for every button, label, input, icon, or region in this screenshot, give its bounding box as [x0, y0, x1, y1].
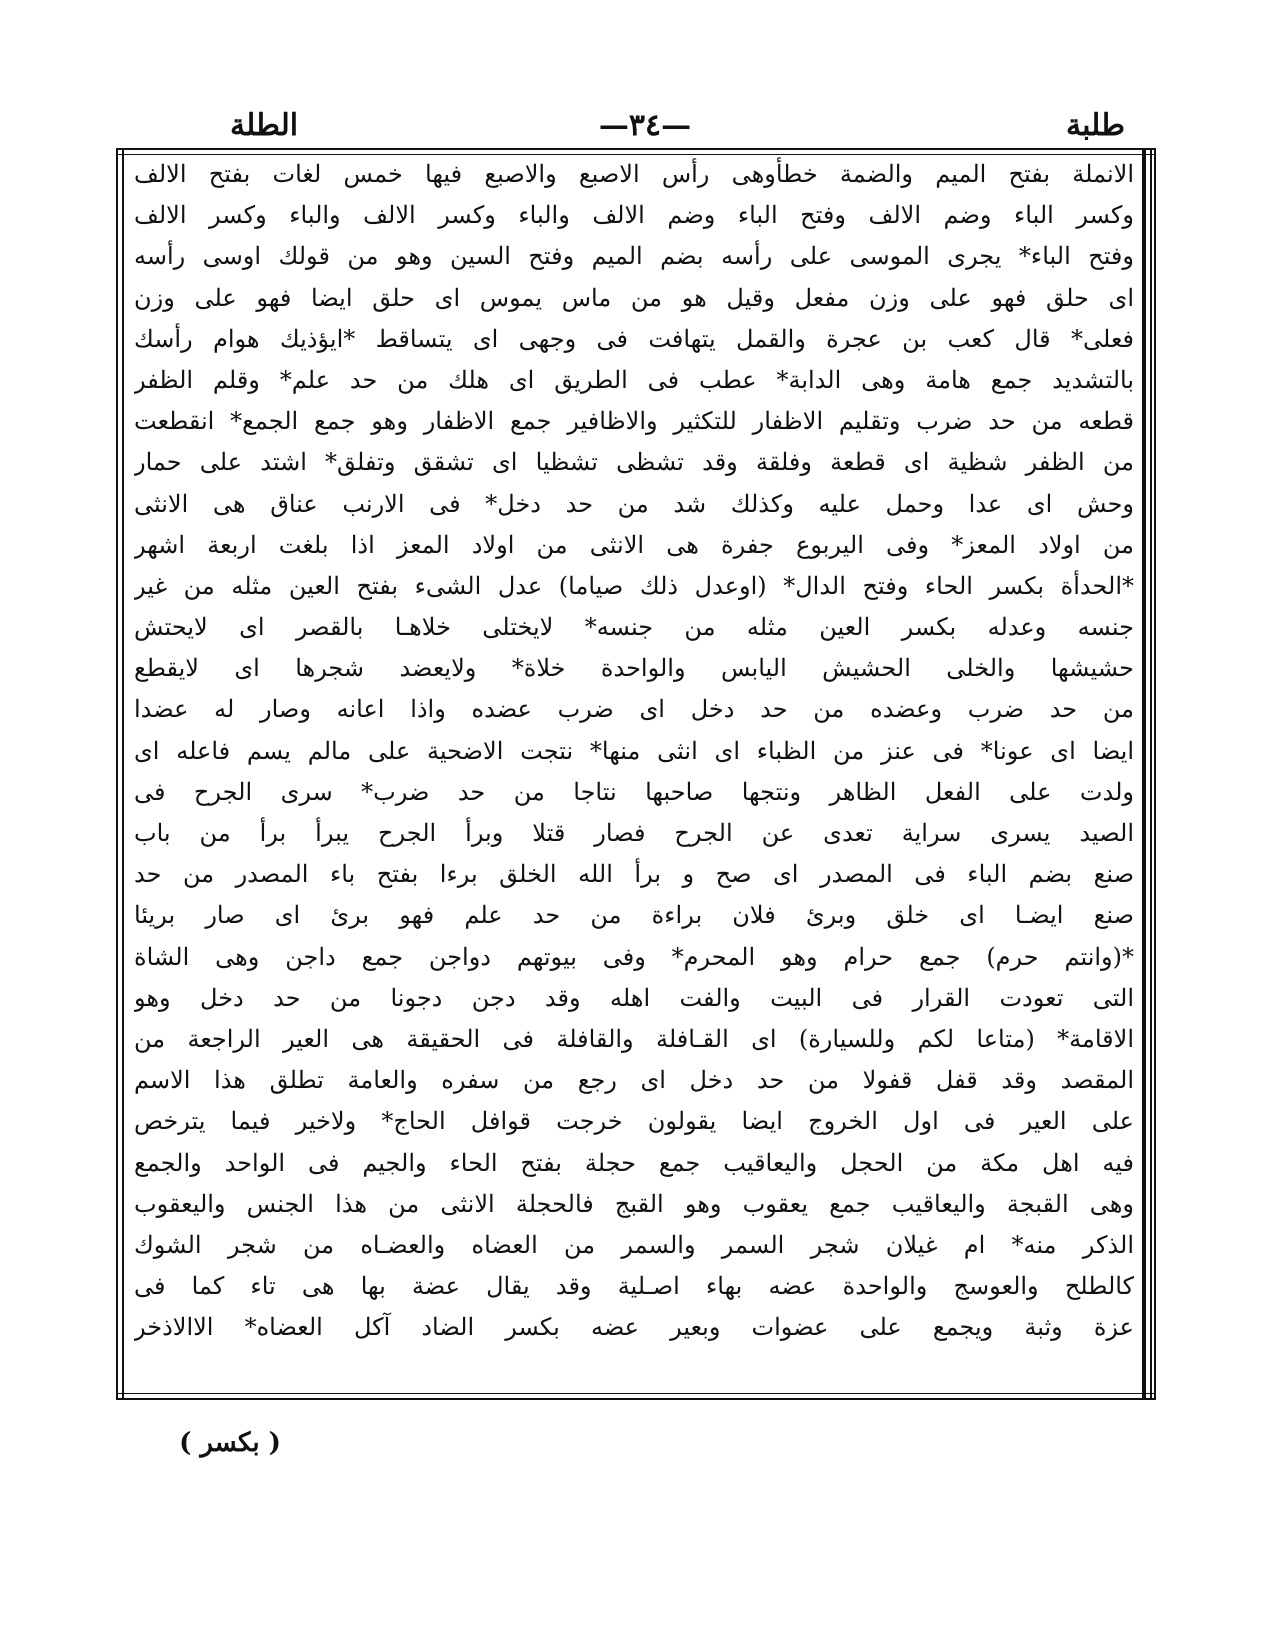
- text-line: الاقامة* (متاعا لكم وللسيارة) اى القـافلة والقافلة فى الحقيقة هى العير الراجعة من: [134, 1024, 1134, 1053]
- text-line: فيه اهل مكة من الحجل واليعاقيب جمع حجلة بفتح الحاء والجيم فى الواحد والجمع: [134, 1148, 1134, 1177]
- page-number: —٣٤—: [598, 108, 692, 143]
- header-title-left: الطلة: [230, 108, 299, 143]
- text-line: التى تعودت القرار فى البيت والفت اهله وقد دجن دجونا من حد دخل وهو: [134, 983, 1134, 1012]
- text-line: وحش اى عدا وحمل عليه وكذلك شد من حد دخل* فى الارنب عناق هى الانثى: [134, 489, 1134, 518]
- text-line: فعلى* قال كعب بن عجرة والقمل يتهافت فى وجهى اى يتساقط *ايؤذيك هوام رأسك: [134, 324, 1134, 353]
- text-line: عزة وثبة ويجمع على عضوات وبعير عضه بكسر الضاد آكل العضاه* الاالاذخر: [134, 1313, 1134, 1342]
- frame-rule-left: [122, 150, 124, 1398]
- catchword: ( بكسر ): [179, 1428, 281, 1458]
- text-line: بالتشديد جمع هامة وهى الدابة* عطب فى الطريق اى هلك من حد علم* وقلم الظفر: [134, 365, 1134, 394]
- text-line: اى حلق فهو على وزن مفعل وقيل هو من ماس يموس اى حلق ايضا فهو على وزن: [134, 283, 1134, 312]
- text-line: ايضا اى عونا* فى عنز من الظباء اى انثى منها* نتجت الاضحية على مالم يسم فاعله اى: [134, 736, 1134, 765]
- header-title-right: طلبة: [1066, 108, 1125, 143]
- text-line: قطعه من حد ضرب وتقليم الاظفار للتكثير والاظافير جمع الاظفار وهو جمع الجمع* انقطعت: [134, 407, 1134, 436]
- text-line: الذكر منه* ام غيلان شجر السمر والسمر من العضاه والعضـاه من شجر الشوك: [134, 1230, 1134, 1259]
- text-line: على العير فى اول الخروج ايضا يقولون خرجت قوافل الحاج* ولاخير فيما يترخص: [134, 1107, 1134, 1136]
- text-line: وهى القبجة واليعاقيب جمع يعقوب وهو القبج فالحجلة الانثى من هذا الجنس واليعقوب: [134, 1189, 1134, 1218]
- text-line: الصيد يسرى سراية تعدى عن الجرح فصار قتلا وبرأ الجرح يبرأ برأ من باب: [134, 819, 1134, 847]
- text-line: صنع ايضـا اى خلق وبرئ فلان براءة من حد علم فهو برئ اى صار بريئا: [134, 901, 1134, 930]
- text-line: وفتح الباء* يجرى الموسى على رأسه بضم الميم وفتح السين وهو من قولك اوسى رأسه: [134, 242, 1134, 271]
- text-line: المقصد وقد قفل قفولا من حد دخل اى رجع من سفره والعامة تطلق هذا الاسم: [134, 1066, 1134, 1095]
- body-text: [134, 154, 1134, 1394]
- text-line: *الحدأة بكسر الحاء وفتح الدال* (اوعدل ذلك صياما) عدل الشىء بفتح العين مثله من غير: [134, 571, 1134, 600]
- frame-rule-right: [1142, 150, 1146, 1398]
- text-line: حشيشها والخلى الحشيش اليابس والواحدة خلاة* ولايعضد شجرها اى لايقطع: [134, 654, 1134, 683]
- text-line: من الظفر شظية اى قطعة وفلقة وقد تشظى تشظيا اى تشقق وتفلق* اشتد على حمار: [134, 448, 1134, 477]
- text-line: وكسر الباء وضم الالف وفتح الباء وضم الالف والباء وكسر الالف والباء وكسر الالف: [134, 201, 1134, 230]
- page-header: [150, 100, 1140, 150]
- text-line: *(وانتم حرم) جمع حرام وهو المحرم* وفى بيوتهم دواجن جمع داجن وهى الشاة: [134, 942, 1134, 971]
- text-line: كالطلح والعوسج والواحدة عضه بهاء اصـلية وقد يقال عضة بها هى تاء كما فى: [134, 1272, 1134, 1301]
- text-line: صنع بضم الباء فى المصدر اى صح و برأ الله الخلق برءا بفتح باء المصدر من حد: [134, 860, 1134, 889]
- text-line: الانملة بفتح الميم والضمة خطأوهى رأس الاصبع والاصبع فيها خمس لغات بفتح الالف: [134, 160, 1134, 188]
- text-line: من حد ضرب وعضده من حد دخل اى ضرب عضده واذا اعانه وصار له عضدا: [134, 695, 1134, 724]
- text-line: جنسه وعدله بكسر العين مثله من جنسه* لايختلى خلاهـا بالقصر اى لايحتش: [134, 613, 1134, 642]
- text-line: ولدت على الفعل الظاهر ونتجها صاحبها نتاجا من حد ضرب* سرى الجرح فى: [134, 777, 1134, 806]
- frame-rule-right-outer: [1150, 150, 1152, 1398]
- text-line: من اولاد المعز* وفى اليربوع جفرة هى الانثى من اولاد المعز اذا بلغت اربعة اشهر: [134, 530, 1134, 559]
